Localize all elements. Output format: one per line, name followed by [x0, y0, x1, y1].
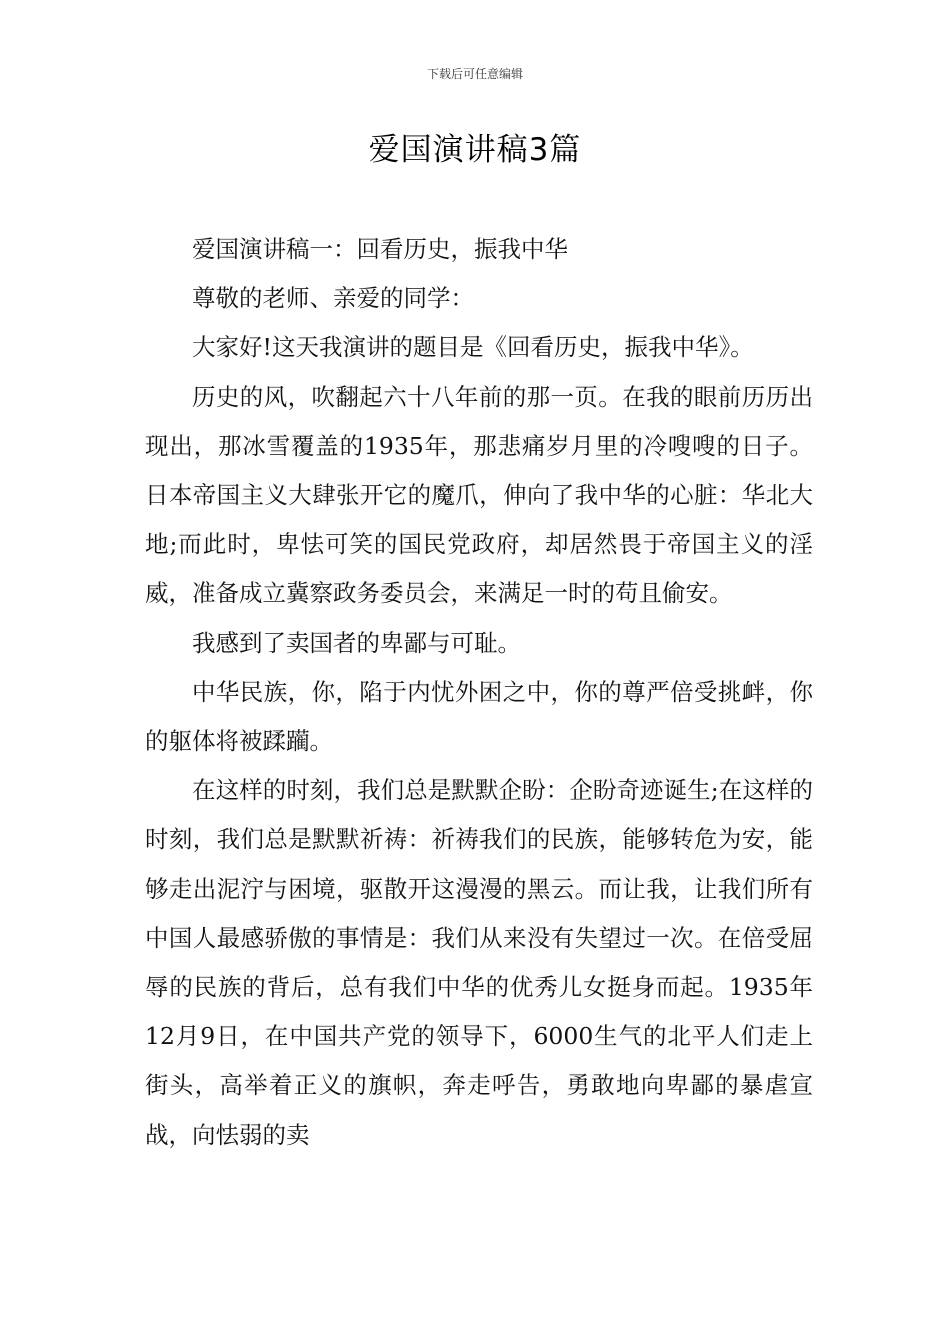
paragraph: 爱国演讲稿一：回看历史，振我中华: [192, 235, 568, 263]
header-note: 下载后可任意编辑: [426, 67, 523, 81]
paragraph: 我感到了卖国者的卑鄙与可耻。: [192, 628, 521, 657]
document-body: [145, 225, 813, 1160]
paragraph: 历史的风，吹翻起六十八年前的那一页。在我的眼前历历出现出，那冰雪覆盖的1935年，那悲痛岁月里的冷嗖嗖的日子。日本帝国主义大肆张开它的魔爪，伸向了我中华的心脏：华北大地;而此时，卑怯可笑的国民党政府，却居然畏于帝国主义的淫威，准备成立冀察政务委员会，来满足一时的苟且偷安。: [145, 382, 813, 608]
paragraph: 大家好!这天我演讲的题目是《回看历史，振我中华》。: [192, 333, 754, 362]
document-title: 爱国演讲稿3篇: [368, 132, 582, 168]
paragraph: 在这样的时刻，我们总是默默企盼：企盼奇迹诞生;在这样的时刻，我们总是默默祈祷：祈祷我们的民族，能够转危为安，能够走出泥泞与困境，驱散开这漫漫的黑云。而让我，让我们所有中国人最感骄傲的事情是：我们从来没有失望过一次。在倍受屈辱的民族的背后，总有我们中华的优秀儿女挺身而起。1935年12月9日，在中国共产党的领导下，6000生气的北平人们走上街头，高举着正义的旗帜，奔走呼告，勇敢地向卑鄙的暴虐宣战，向怯弱的卖: [145, 776, 813, 1149]
paragraph: 中华民族，你，陷于内忧外困之中，你的尊严倍受挑衅，你的躯体将被蹂躏。: [145, 677, 813, 756]
paragraph: 尊敬的老师、亲爱的同学：: [192, 284, 474, 313]
